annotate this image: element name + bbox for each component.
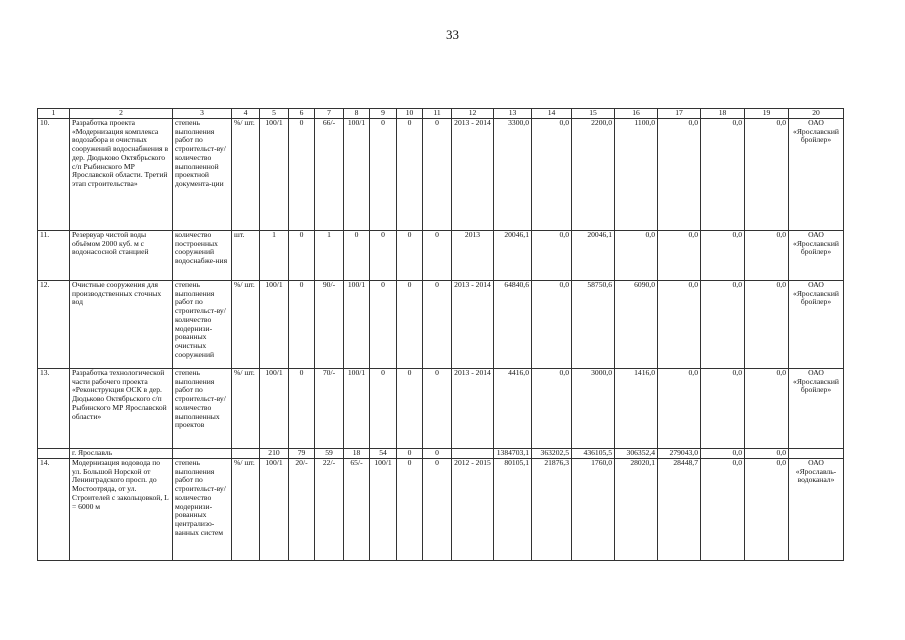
table-cell — [173, 449, 232, 459]
amount-cell: 20046,1 — [494, 231, 532, 281]
subtotal-row — [38, 449, 844, 459]
table-row — [38, 119, 844, 231]
header-cell: 16 — [615, 109, 658, 119]
table-cell: 0 — [423, 119, 452, 231]
executor-cell: ОАО «Ярославский бройлер» — [789, 281, 844, 369]
measure-name: Очистные сооружения для производственных сточных вод — [70, 281, 173, 369]
amount-cell: 0,0 — [615, 231, 658, 281]
row-number: 13. — [38, 369, 70, 449]
table-cell: 0 — [370, 369, 397, 449]
measure-name: Модернизация водовода по ул. Большой Норской от Ленинградского просп. до Мостоотряда, от ул. Строителей с закольцовкой, L = 6000 м — [70, 459, 173, 561]
amount-cell: 0,0 — [745, 231, 789, 281]
amount-cell: 0,0 — [658, 119, 701, 231]
executor-cell: ОАО «Ярославский бройлер» — [789, 231, 844, 281]
amount-cell: 20046,1 — [572, 231, 615, 281]
amount-cell: 0,0 — [701, 459, 745, 561]
indicator: степень выполнения работ по строительст-ву/количество модернизи-рованных централизо-ванных систем — [173, 459, 232, 561]
header-cell: 14 — [532, 109, 572, 119]
table-cell: 0 — [397, 119, 423, 231]
amount-cell: 2200,0 — [572, 119, 615, 231]
table-cell: 0 — [289, 119, 315, 231]
header-cell: 18 — [701, 109, 745, 119]
table-cell: 1 — [260, 231, 289, 281]
table-cell: 54 — [370, 449, 397, 459]
period-cell: 2013 - 2014 — [452, 119, 494, 231]
amount-cell: 0,0 — [745, 369, 789, 449]
header-cell: 3 — [173, 109, 232, 119]
table-cell: 79 — [289, 449, 315, 459]
table-cell: 70/- — [315, 369, 344, 449]
table-cell: 0 — [397, 369, 423, 449]
table-cell: 0 — [370, 119, 397, 231]
amount-cell: 6090,0 — [615, 281, 658, 369]
amount-cell: 0,0 — [701, 231, 745, 281]
amount-cell: 28020,1 — [615, 459, 658, 561]
table-cell: 90/- — [315, 281, 344, 369]
header-cell: 19 — [745, 109, 789, 119]
table-cell: 18 — [344, 449, 370, 459]
table-cell: 0 — [344, 231, 370, 281]
unit: %/ шт. — [232, 119, 260, 231]
table-cell: 100/1 — [344, 281, 370, 369]
amount-cell: 436105,5 — [572, 449, 615, 459]
table-row — [38, 281, 844, 369]
amount-cell: 0,0 — [658, 369, 701, 449]
executor-cell: ОАО «Ярославский бройлер» — [789, 119, 844, 231]
table-cell: 100/1 — [344, 369, 370, 449]
table-cell: 100/1 — [260, 281, 289, 369]
indicator: степень выполнения работ по строительст-ву/количество выполненной проектной документа-ции — [173, 119, 232, 231]
table-cell: 65/- — [344, 459, 370, 561]
unit: %/ шт. — [232, 281, 260, 369]
amount-cell: 0,0 — [745, 281, 789, 369]
amount-cell: 279043,0 — [658, 449, 701, 459]
period-cell: 2013 - 2014 — [452, 281, 494, 369]
amount-cell: 0,0 — [532, 231, 572, 281]
header-cell: 9 — [370, 109, 397, 119]
amount-cell: 0,0 — [701, 119, 745, 231]
table-cell: 100/1 — [260, 119, 289, 231]
indicator: степень выполнения работ по строительст-ву/количество выполненных проектов — [173, 369, 232, 449]
row-number: 11. — [38, 231, 70, 281]
header-cell: 4 — [232, 109, 260, 119]
header-cell: 1 — [38, 109, 70, 119]
table-cell: 1 — [315, 231, 344, 281]
table-cell: 0 — [423, 369, 452, 449]
table-row — [38, 459, 844, 561]
unit: %/ шт. — [232, 459, 260, 561]
amount-cell: 0,0 — [701, 449, 745, 459]
table-cell — [232, 449, 260, 459]
table-row — [38, 231, 844, 281]
table-cell — [38, 449, 70, 459]
amount-cell: 1416,0 — [615, 369, 658, 449]
measure-name: Разработка проекта «Модернизация комплекса водозабора и очистных сооружений водоснабжения в дер. Дюдьково Октябрьского с/п Рыбинского МР Ярославской области. Третий этап строительства» — [70, 119, 173, 231]
table-row — [38, 369, 844, 449]
table-cell: 0 — [370, 281, 397, 369]
amount-cell: 0,0 — [745, 449, 789, 459]
measure-name: Резервуар чистой воды объёмом 2000 куб. м с водонасосной станцией — [70, 231, 173, 281]
indicator: степень выполнения работ по строительст-ву/количество модернизи-рованных очистных сооружений — [173, 281, 232, 369]
amount-cell: 0,0 — [532, 281, 572, 369]
header-cell: 7 — [315, 109, 344, 119]
table-cell: 0 — [289, 369, 315, 449]
unit: шт. — [232, 231, 260, 281]
table-cell: 0 — [397, 449, 423, 459]
amount-cell: 80105,1 — [494, 459, 532, 561]
table-cell — [452, 449, 494, 459]
header-cell: 11 — [423, 109, 452, 119]
table-cell: 0 — [423, 459, 452, 561]
header-cell: 6 — [289, 109, 315, 119]
header-cell: 10 — [397, 109, 423, 119]
amount-cell: 21876,3 — [532, 459, 572, 561]
amount-cell: 1384703,1 — [494, 449, 532, 459]
amount-cell: 64840,6 — [494, 281, 532, 369]
amount-cell: 363202,5 — [532, 449, 572, 459]
table-cell: 100/1 — [260, 459, 289, 561]
header-cell: 2 — [70, 109, 173, 119]
table-cell: 0 — [289, 281, 315, 369]
table-cell: 0 — [397, 281, 423, 369]
header-cell: 17 — [658, 109, 701, 119]
header-cell: 15 — [572, 109, 615, 119]
header-cell: 12 — [452, 109, 494, 119]
page-number: 33 — [446, 27, 459, 42]
amount-cell: 1100,0 — [615, 119, 658, 231]
table-cell: 100/1 — [344, 119, 370, 231]
amount-cell: 28448,7 — [658, 459, 701, 561]
table-cell: 59 — [315, 449, 344, 459]
header-cell: 20 — [789, 109, 844, 119]
executor-cell: ОАО «Ярославский бройлер» — [789, 369, 844, 449]
table-cell: 100/1 — [260, 369, 289, 449]
amount-cell: 3300,0 — [494, 119, 532, 231]
header-cell: 8 — [344, 109, 370, 119]
amount-cell: 0,0 — [745, 459, 789, 561]
table-cell — [789, 449, 844, 459]
table-cell: 0 — [370, 231, 397, 281]
period-cell: 2013 — [452, 231, 494, 281]
amount-cell: 0,0 — [745, 119, 789, 231]
amount-cell: 3000,0 — [572, 369, 615, 449]
row-number: 10. — [38, 119, 70, 231]
table-cell: 0 — [423, 281, 452, 369]
table-cell: 0 — [397, 459, 423, 561]
amount-cell: 4416,0 — [494, 369, 532, 449]
table-cell: 210 — [260, 449, 289, 459]
amount-cell: 0,0 — [701, 281, 745, 369]
period-cell: 2013 - 2014 — [452, 369, 494, 449]
table-cell: 20/- — [289, 459, 315, 561]
table-cell: 100/1 — [370, 459, 397, 561]
table-cell: 0 — [423, 231, 452, 281]
table-cell: 66/- — [315, 119, 344, 231]
subtotal-label: г. Ярославль — [70, 449, 173, 459]
table-cell: 0 — [397, 231, 423, 281]
amount-cell: 0,0 — [658, 231, 701, 281]
table-cell: 22/- — [315, 459, 344, 561]
amount-cell: 0,0 — [532, 119, 572, 231]
table-cell: 0 — [423, 449, 452, 459]
header-row — [38, 109, 844, 119]
amount-cell: 0,0 — [701, 369, 745, 449]
period-cell: 2012 - 2015 — [452, 459, 494, 561]
row-number: 14. — [38, 459, 70, 561]
header-cell: 13 — [494, 109, 532, 119]
indicator: количество построенных сооружений водоснабже-ния — [173, 231, 232, 281]
amount-cell: 0,0 — [658, 281, 701, 369]
unit: %/ шт. — [232, 369, 260, 449]
executor-cell: ОАО «Ярославль-водоканал» — [789, 459, 844, 561]
row-number: 12. — [38, 281, 70, 369]
header-cell: 5 — [260, 109, 289, 119]
amount-cell: 306352,4 — [615, 449, 658, 459]
amount-cell: 1760,0 — [572, 459, 615, 561]
amount-cell: 58750,6 — [572, 281, 615, 369]
amount-cell: 0,0 — [532, 369, 572, 449]
program-table — [37, 108, 844, 561]
measure-name: Разработка технологической части рабочего проекта «Реконструкция ОСК в дер. Дюдьково Октябрьского с/п Рыбинского МР Ярославской области» — [70, 369, 173, 449]
table-cell: 0 — [289, 231, 315, 281]
